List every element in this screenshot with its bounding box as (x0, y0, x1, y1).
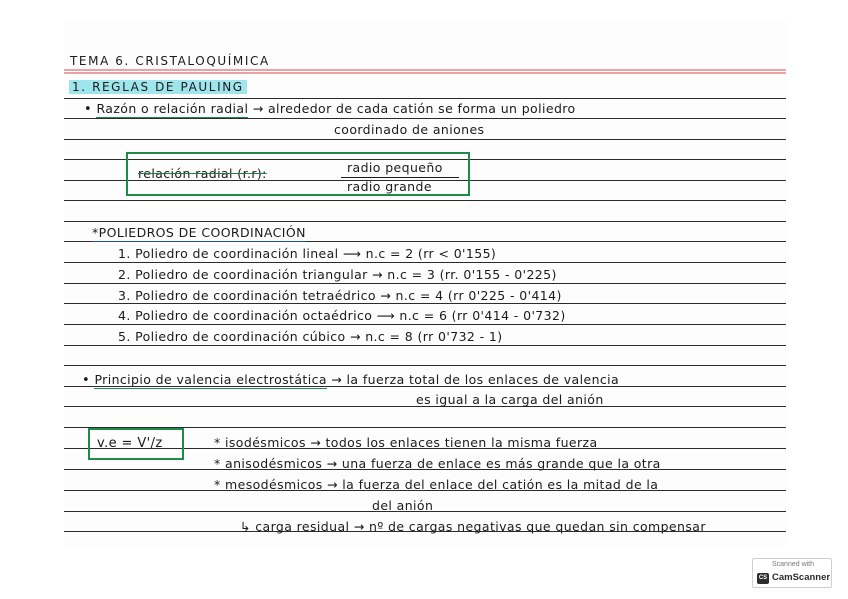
poliedro-item: 1. Poliedro de coordinación lineal ⟶ n.c = 2 (rr < 0'155) (118, 246, 497, 261)
poliedros-heading-text: *POLIEDROS DE COORDINACIÓN (92, 225, 306, 240)
section-heading-text: 1. REGLAS DE PAULING (69, 80, 247, 94)
ruled-line (64, 283, 786, 284)
bullet-radial-ratio-continuation: coordinado de aniones (334, 122, 485, 137)
top-margin-line-2 (64, 72, 786, 74)
camscanner-badge (752, 558, 832, 588)
bullet-dot-icon: • (84, 102, 93, 117)
ruled-line (64, 303, 786, 304)
bullet-dot-icon: • (82, 373, 91, 388)
ruled-line (64, 324, 786, 325)
bullet-electrostatic-continuation: es igual a la carga del anión (416, 392, 604, 407)
ruled-line (64, 98, 786, 99)
bullet-electrostatic-text: → la fuerza total de los enlaces de valencia (331, 372, 620, 387)
residual-charge-note: ↳ carga residual → nº de cargas negativas que quedan sin compensar (240, 519, 706, 534)
ruled-line (64, 262, 786, 263)
fraction-numerator: radio pequeño (347, 160, 443, 175)
bond-type-item: * mesodésmicos → la fuerza del enlace del catión es la mitad de la (214, 477, 659, 492)
poliedros-heading (92, 225, 306, 240)
ruled-line (64, 118, 786, 119)
ruled-line (64, 365, 786, 366)
ruled-line (64, 200, 786, 201)
fraction-bar (341, 177, 459, 178)
poliedro-item: 4. Poliedro de coordinación octaédrico ⟶ n.c = 6 (rr 0'414 - 0'732) (118, 308, 566, 323)
bond-type-item: * isodésmicos → todos los enlaces tienen la misma fuerza (214, 435, 598, 450)
poliedro-item: 5. Poliedro de coordinación cúbico → n.c = 8 (rr 0'732 - 1) (118, 329, 503, 344)
poliedro-item: 3. Poliedro de coordinación tetraédrico → n.c = 4 (rr 0'225 - 0'414) (118, 288, 562, 303)
section-heading (69, 80, 247, 94)
radial-ratio-label: relación radial (r.r): (138, 166, 267, 181)
bullet-electrostatic-valence (82, 372, 619, 388)
bullet-radial-ratio (84, 101, 576, 117)
fraction-denominator: radio grande (347, 179, 432, 194)
bullet-radial-ratio-heading: Razón o relación radial (96, 101, 249, 116)
poliedro-item: 2. Poliedro de coordinación triangular → n.c = 3 (rr. 0'155 - 0'225) (118, 267, 557, 282)
bullet-radial-ratio-text: → alrededor de cada catión se forma un poliedro (252, 101, 576, 116)
ruled-line (64, 345, 786, 346)
badge-name: CamScanner (772, 572, 831, 583)
ruled-line (64, 139, 786, 140)
bond-type-item: * anisodésmicos → una fuerza de enlace es más grande que la otra (214, 456, 661, 471)
badge-caption: Scanned with (771, 561, 815, 568)
ruled-line (64, 221, 786, 222)
camscanner-logo-icon: CS (757, 573, 769, 584)
page-title: TEMA 6. CRISTALOQUÍMICA (70, 54, 270, 68)
bullet-electrostatic-heading: Principio de valencia electrostática (94, 372, 327, 387)
bond-type-continuation: del anión (372, 498, 434, 513)
valence-formula: v.e = V'/z (97, 436, 163, 451)
top-margin-line (64, 69, 786, 71)
